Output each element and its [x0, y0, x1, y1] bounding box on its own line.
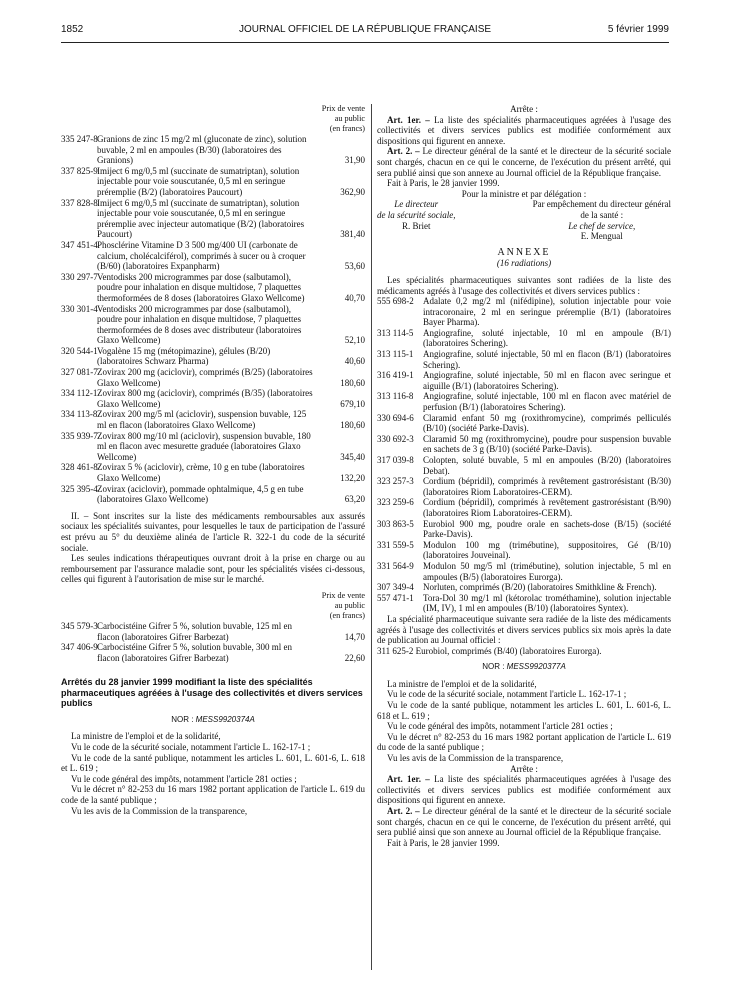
list-item: 328 461-8 Zovirax 5 % (aciclovir), crème, 10 g en tube (laboratoires Glaxo Wellcome) 132,20: [61, 462, 365, 483]
journal-title: JOURNAL OFFICIEL DE LA RÉPUBLIQUE FRANÇAISE: [238, 24, 492, 35]
list-item: 330 692-3 Claramid 50 mg (roxithromycine), poudre pour suspension buvable en sachets de 3 g (B/10) (société Parke-Davis).: [377, 433, 671, 455]
list-item: 327 081-7 Zovirax 200 mg (aciclovir), comprimés (B/25) (laboratoires Glaxo Wellcome) 180,60: [61, 367, 365, 388]
list-item: 347 451-4 Phosclérine Vitamine D 3 500 mg/400 UI (carbonate de calcium, cholécalciférol), comprimés à sucer ou à croquer (B/60) (laboratoires Expanpharm) 53,60: [61, 239, 365, 272]
list-item: 557 471-1 Tora-Dol 30 mg/1 ml (kétorolac trométhamine), solution injectable (IM, IV), 1 ml en ampoules (B/10) (laboratoires Syntex).: [377, 592, 671, 614]
list-item: 335 939-7 Zovirax 800 mg/10 ml (aciclovir), suspension buvable, 180 ml en flacon avec mesurette graduée (laboratoires Glaxo Wellcome) 345,40: [61, 430, 365, 462]
list-item: 555 698-2 Adalate 0,2 mg/2 ml (nifédipine), solution injectable pour voie intracoronaire, 2 ml en seringue préremplie (B/1) (laboratoires Bayer Pharma).: [377, 296, 671, 328]
list-item: 334 113-8 Zovirax 200 mg/5 ml (aciclovir), suspension buvable, 125 ml en flacon (laboratoires Glaxo Wellcome) 180,60: [61, 409, 365, 431]
arrete-heading: Arrête :: [510, 104, 538, 114]
signature-date-2: Fait à Paris, le 28 janvier 1999.: [387, 837, 500, 848]
article-1: Art. 1er. – La liste des spécialités pharmaceutiques agréées à l'usage des collectivités et divers services publics est modifiée conformément aux dispositions qui figurent en annexe.: [377, 114, 672, 146]
later-entry: 311 625-2 Eurobiol, comprimés (B/40) (laboratoires Eurorga).: [377, 645, 602, 656]
right-column: [377, 104, 671, 848]
list-item: 330 694-6 Claramid enfant 50 mg (roxithromycine), comprimés pelliculés (B/10) (société Parke-Davis).: [377, 412, 671, 434]
radiated-list: [377, 296, 671, 614]
list-item: 331 564-9 Modulon 50 mg/5 ml (trimébutine), solution injectable, 5 ml en ampoules (B/5) (laboratoires Eurorga).: [377, 560, 671, 582]
list-item: 316 419-1 Angiografine, soluté injectable, 50 ml en flacon avec seringue et aiguille (B/1) (laboratoires Schering).: [377, 370, 671, 391]
issue-date: 5 février 1999: [607, 24, 669, 35]
radiations-count: (16 radiations): [496, 258, 552, 269]
signatures: [377, 199, 671, 241]
visa: Vu les avis de la Commission de la transparence,: [387, 753, 564, 764]
page-number: 1852: [61, 24, 84, 35]
delegation: Pour la ministre et par délégation :: [461, 188, 587, 199]
list-item: 337 825-9 Imiject 6 mg/0,5 ml (succinate de sumatriptan), solution injectable pour voie souscutanée, 0,5 ml en seringue préremplie (B/2) (laboratoires Paucourt) 362,90: [61, 165, 365, 197]
list-item: 330 297-7 Ventodisks 200 microgrammes par dose (salbutamol), poudre pour inhalation en disque multidose, 7 plaquettes thermoformées de 8 doses (laboratoires Glaxo Wellcome) 40,70: [61, 271, 365, 303]
visa: Vu le code de la santé publique, notamment les articles L. 601, L. 601-6, L. 618 et L. 619 ;: [61, 752, 365, 774]
list-item: 347 406-9 Carbocistéine Gifrer 5 %, solution buvable, 300 ml en flacon (laboratoires Gifrer Barbezat) 22,60: [61, 642, 365, 663]
section-title: Arrêtés du 28 janvier 1999 modifiant la liste des spécialités pharmaceutiques agréées à l'usage des collectivités et divers services publics: [61, 677, 363, 709]
list-item: 337 828-8 Imiject 6 mg/0,5 ml (succinate de sumatriptan), solution injectable pour voie souscutanée, 0,5 ml en seringue préremplie avec injecteur automatique (B/2) (laboratoires Paucourt) 381,40: [61, 197, 365, 240]
visa: Vu le code général des impôts, notamment l'article 281 octies ;: [387, 721, 613, 732]
nor-reference: NOR : MESS9920374A: [171, 714, 255, 724]
visa: Vu le code de la sécurité sociale, notamment l'article L. 162-17-1 ;: [387, 689, 627, 700]
list-item: 317 039-8 Colopten, soluté buvable, 5 ml en ampoules (B/20) (laboratoires Debat).: [377, 455, 671, 476]
visa: La ministre de l'emploi et de la solidarité,: [387, 678, 537, 689]
visa: Vu le code de la sécurité sociale, notamment l'article L. 162-17-1 ;: [71, 742, 311, 752]
nor-reference-2: NOR : MESS9920377A: [482, 662, 566, 672]
visa: Vu le code général des impôts, notamment l'article 281 octies ;: [71, 773, 297, 784]
signature-date: Fait à Paris, le 28 janvier 1999.: [387, 178, 500, 189]
list-item: 330 301-4 Ventodisks 200 microgrammes par dose (salbutamol), poudre pour inhalation en disque multidose, 7 plaquettes thermoformées de 8 doses avec distributeur (laboratoires Glaxo Wellcome) 52,10: [61, 303, 365, 346]
annexe-heading: ANNEXE: [497, 246, 551, 258]
list-item: 307 349-4 Norluten, comprimés (B/20) (laboratoires Smithkline & French).: [377, 582, 657, 593]
article-1b: Art. 1er. – La liste des spécialités pharmaceutiques agréées à l'usage des collectivités et divers services publics est modifiée conformément aux dispositions qui figurent en annexe.: [377, 774, 672, 806]
list-item: 303 863-5 Eurobiol 900 mg, poudre orale en sachets-dose (B/15) (société Parke-Davis).: [377, 518, 671, 540]
header-rule: [61, 42, 669, 43]
paragraph-indications: Les seules indications thérapeutiques ouvrant droit à la prise en charge ou au remboursement par l'assurance maladie sont, pour les spécialités visées ci-dessous, celles qui figurent à l'autorisation de mise sur le marché.: [61, 553, 365, 585]
column-divider: [371, 104, 372, 970]
article-2: Art. 2. – Le directeur général de la santé et le directeur de la sécurité sociale sont chargés, chacun en ce qui le concerne, de l'exécution du présent arrêté, qui sera publié ainsi que son annexe au Journal officiel de la République française.: [377, 146, 671, 178]
visa: Vu le code de la santé publique, notamment les articles L. 601, L. 601-6, L. 618 et L. 619 ;: [377, 700, 671, 721]
arrete-heading-2: Arrête :: [510, 763, 538, 774]
visa: Vu les avis de la Commission de la transparence,: [71, 805, 248, 816]
list-item: 313 114-5 Angiografine, soluté injectable, 10 ml en ampoule (B/1) (laboratoires Schering).: [377, 327, 671, 349]
visa: Vu le décret n° 82-253 du 16 mars 1982 portant application de l'article L. 619 du code de la santé publique ;: [377, 731, 671, 753]
signature-right: Par empêchement du directeur général de la santé : Le chef de service, E. Mengual: [532, 199, 671, 242]
visa: Vu le décret n° 82-253 du 16 mars 1982 portant application de l'article L. 619 du code de la santé publique ;: [61, 784, 365, 805]
page-header: [61, 24, 669, 42]
list-item: 313 115-1 Angiografine, soluté injectable, 50 ml en flacon (B/1) (laboratoires Schering).: [377, 349, 671, 370]
visa: La ministre de l'emploi et de la solidarité,: [71, 731, 221, 742]
list-item: 320 544-1 Vogalène 15 mg (métopimazine), gélules (B/20) (laboratoires Schwarz Pharma) 40,60: [61, 345, 365, 367]
list-item: 335 247-8 Granions de zinc 15 mg/2 ml (gluconate de zinc), solution buvable, 2 ml en ampoules (B/30) (laboratoires des Granions) 31,90: [61, 134, 365, 166]
radiation-later: La spécialité pharmaceutique suivante sera radiée de la liste des médicaments agréés à l'usage des collectivités et divers services publics six mois après la date de publication au Journal officiel :: [377, 613, 671, 646]
signature-left: Le directeur de la sécurité sociale, R. Briet: [377, 199, 456, 231]
list-item: 325 395-4 Zovirax (aciclovir), pommade ophtalmique, 4,5 g en tube (laboratoires Glaxo Wellcome) 63,20: [61, 483, 365, 505]
list-item: 331 559-5 Modulon 100 mg (trimébutine), suppositoires, Gé (B/10) (laboratoires Jouveinal).: [377, 539, 671, 561]
list-item: 334 112-1 Zovirax 800 mg (aciclovir), comprimés (B/35) (laboratoires Glaxo Wellcome) 679,10: [61, 388, 365, 409]
article-2b: Art. 2. – Le directeur général de la santé et le directeur de la sécurité sociale sont chargés, chacun en ce qui le concerne, de l'exécution du présent arrêté, qui sera publié ainsi que son annexe au Journal officiel de la République française.: [377, 806, 671, 838]
annexe-intro: Les spécialités pharmaceutiques suivantes sont radiées de la liste des médicaments agréés à l'usage des collectivités et divers services publics :: [377, 274, 671, 296]
paragraph-ii: II. – Sont inscrites sur la liste des médicaments remboursables aux assurés sociaux les spécialités suivantes, pour lesquelles le taux de participation de l'assuré est prévu au 5° du deuxième alinéa de l'article R. 322-1 du code de la sécurité sociale.: [61, 510, 365, 553]
price-list-2: [61, 621, 365, 663]
list-item: 323 257-3 Cordium (bépridil), comprimés à revêtement gastrorésistant (B/30) (laboratoires Riom Laboratoires-CERM).: [377, 476, 671, 497]
price-list: [61, 134, 365, 505]
left-column: [61, 104, 365, 816]
list-item: 313 116-8 Angiografine, soluté injectable, 100 ml en flacon avec matériel de perfusion (B/1) (laboratoires Schering).: [377, 391, 671, 413]
price-header: Prix de vente au public (en francs): [321, 104, 365, 133]
price-header-2: Prix de vente au public (en francs): [321, 590, 365, 620]
list-item: 345 579-3 Carbocistéine Gifrer 5 %, solution buvable, 125 ml en flacon (laboratoires Gifrer Barbezat) 14,70: [61, 620, 365, 642]
list-item: 323 259-6 Cordium (bépridil), comprimés à revêtement gastrorésistant (B/90) (laboratoires Riom Laboratoires-CERM).: [377, 497, 671, 518]
